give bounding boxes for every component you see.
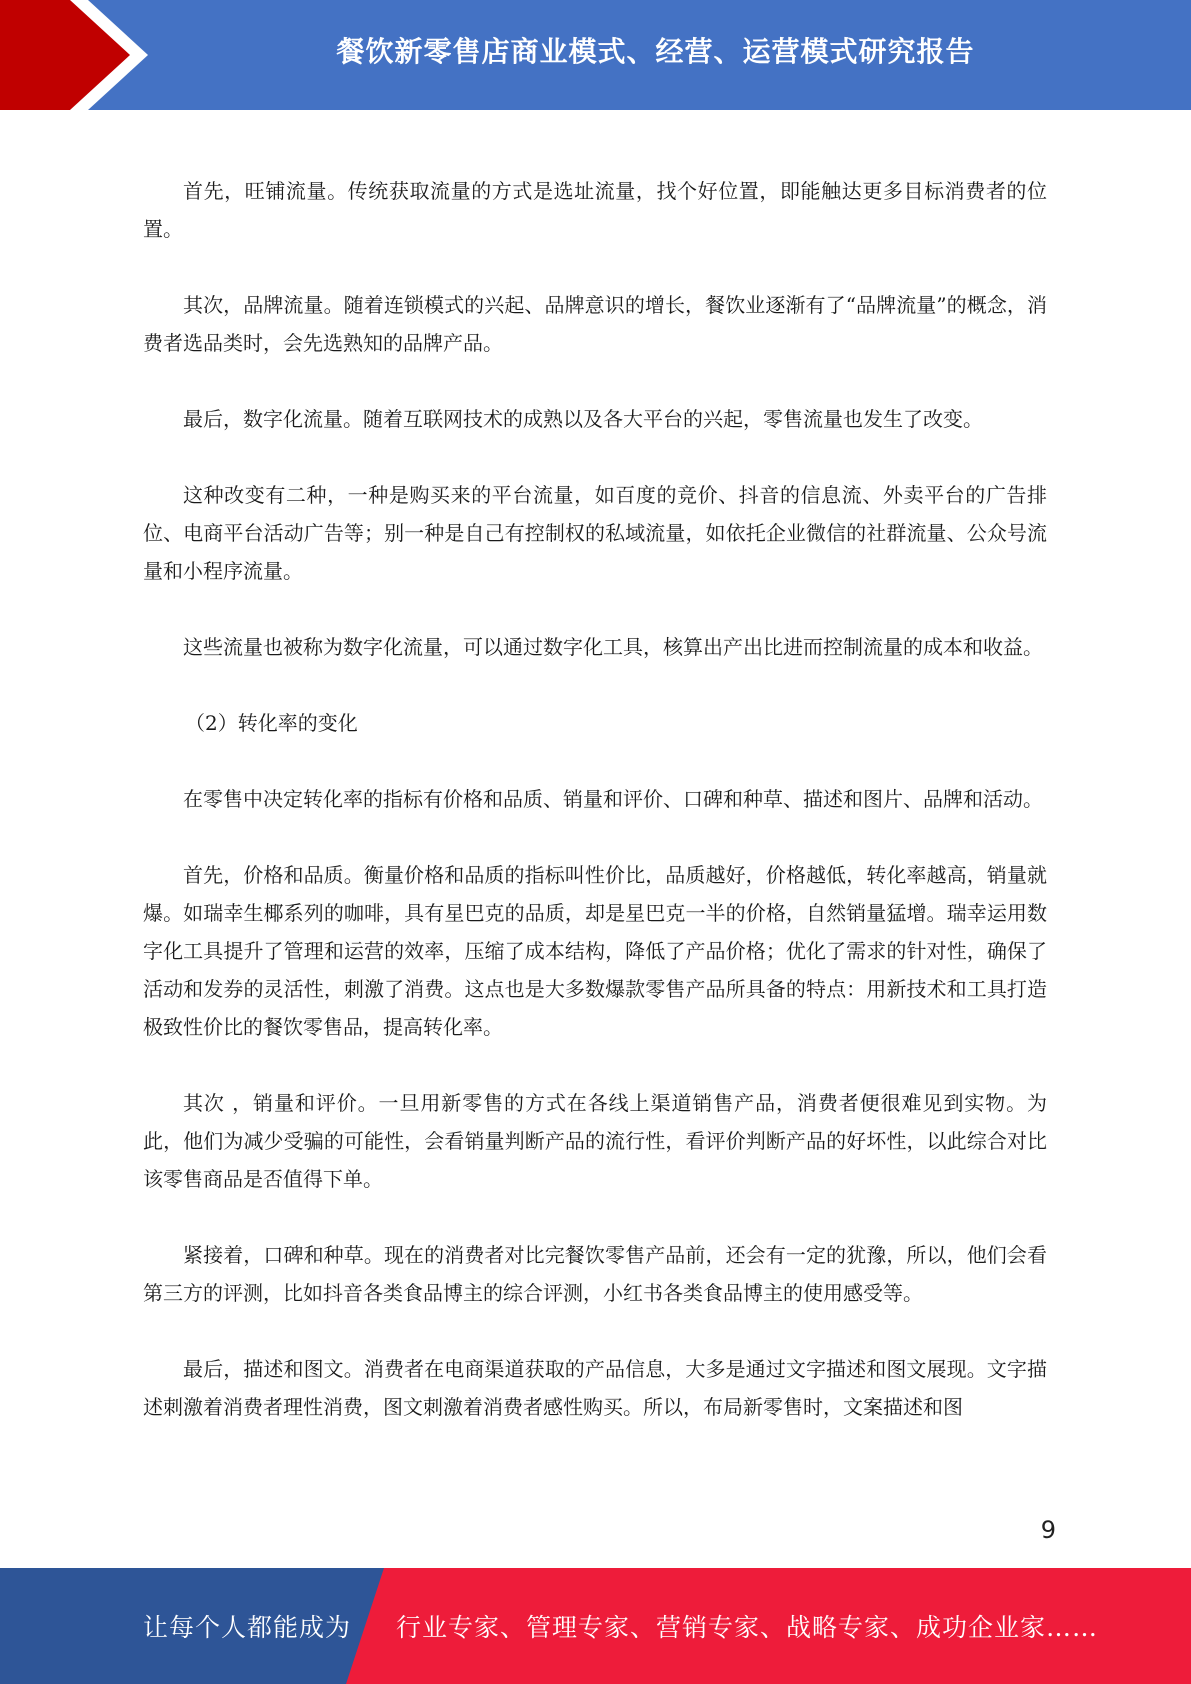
footer-slogan-right: 行业专家、管理专家、营销专家、战略专家、成功企业家…… [396,1613,1099,1642]
paragraph: 这种改变有二种，一种是购买来的平台流量，如百度的竞价、抖音的信息流、外卖平台的广告排位、电商平台活动广告等；别一种是自己有控制权的私域流量，如依托企业微信的社群流量、公众号流量和小程序流量。 [143,483,1047,583]
paragraph: 在零售中决定转化率的指标有价格和品质、销量和评价、口碑和种草、描述和图片、品牌和活动。 [183,787,1043,811]
section-subheading: （2）转化率的变化 [185,711,358,735]
paragraph: 首先，价格和品质。衡量价格和品质的指标叫性价比，品质越好，价格越低，转化率越高，销量就爆。如瑞幸生椰系列的咖啡，具有星巴克的品质，却是星巴克一半的价格，自然销量猛增。瑞幸运用数字化工具提升了管理和运营的效率，压缩了成本结构，降低了产品价格；优化了需求的针对性，确保了活动和发券的灵活性，刺激了消费。这点也是大多数爆款零售产品所具备的特点：用新技术和工具打造极致性价比的餐饮零售品，提高转化率。 [143,863,1047,1039]
footer-slogan-left: 让每个人都能成为 [143,1613,352,1642]
body-text [143,172,1047,1464]
paragraph: 最后，数字化流量。随着互联网技术的成熟以及各大平台的兴起，零售流量也发生了改变。 [183,407,983,431]
page-footer [0,1568,1191,1684]
paragraph: 首先，旺铺流量。传统获取流量的方式是选址流量，找个好位置，即能触达更多目标消费者的位置。 [143,179,1047,241]
paragraph: 紧接着，口碑和种草。现在的消费者对比完餐饮零售产品前，还会有一定的犹豫，所以，他们会看第三方的评测，比如抖音各类食品博主的综合评测，小红书各类食品博主的使用感受等。 [143,1243,1047,1305]
report-title: 餐饮新零售店商业模式、经营、运营模式研究报告 [336,35,975,68]
page-header [0,0,1191,110]
paragraph: 其次，品牌流量。随着连锁模式的兴起、品牌意识的增长，餐饮业逐渐有了“品牌流量”的概念，消费者选品类时，会先选熟知的品牌产品。 [143,293,1047,355]
paragraph: 最后，描述和图文。消费者在电商渠道获取的产品信息，大多是通过文字描述和图文展现。文字描述刺激着消费者理性消费，图文刺激着消费者感性购买。所以，布局新零售时，文案描述和图 [143,1357,1047,1419]
paragraph: 其次 ，销量和评价。一旦用新零售的方式在各线上渠道销售产品，消费者便很难见到实物。为此，他们为减少受骗的可能性，会看销量判断产品的流行性，看评价判断产品的好坏性，以此综合对比该零售商品是否值得下单。 [143,1091,1047,1191]
page-number: 9 [1040,1516,1056,1544]
paragraph: 这些流量也被称为数字化流量，可以通过数字化工具，核算出产出比进而控制流量的成本和收益。 [183,635,1043,659]
